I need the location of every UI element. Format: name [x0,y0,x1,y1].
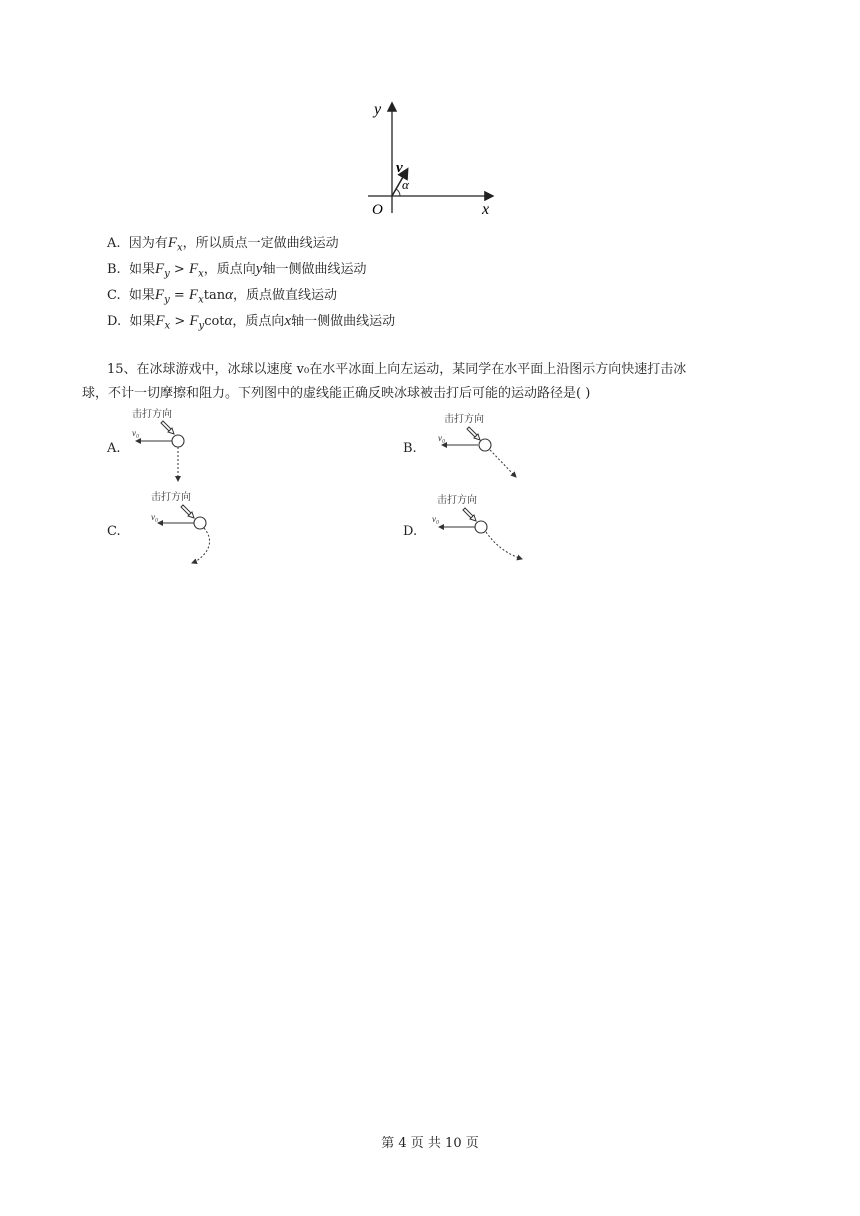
option-d: D. 如果$F_x > F_y\cot\alpha$，质点向x轴一侧做曲线运动 [107,313,396,332]
page-footer: 第 4 页 共 10 页 [381,1136,479,1151]
svg-text:击打方向: 击打方向 [151,492,191,503]
puck-figures [0,400,860,570]
puck-figure-a [132,407,184,481]
q15-line2: 球，不计一切摩擦和阻力。下列图中的虚线能正确反映冰球被击打后可能的运动路径是( ) [82,386,591,401]
svg-text:v₀: v₀ [132,428,140,438]
q15-line1: 15、在冰球游戏中，冰球以速度 v₀在水平冰面上向左运动，某同学在水平面上沿图示方向快速打击冰 [107,362,687,377]
puck-figure-c [151,490,210,563]
option-a: A. 因为有$F_x$，所以质点一定做曲线运动 [107,235,339,254]
puck-figure-d [432,493,522,559]
svg-text:v₀: v₀ [432,514,440,524]
svg-text:击打方向: 击打方向 [132,409,172,420]
q15-option-d-label: D. [403,524,418,539]
svg-text:击打方向: 击打方向 [444,414,484,425]
q15-option-a-label: A. [107,441,121,456]
option-b: B. 如果$F_y > F_x$，质点向y轴一侧做曲线运动 [107,261,367,280]
y-axis-label: y [374,101,382,118]
svg-text:击打方向: 击打方向 [437,495,477,506]
puck-figure-b [438,412,516,477]
svg-text:v₀: v₀ [151,512,159,522]
svg-text:v₀: v₀ [438,433,446,443]
velocity-label: v [396,160,403,176]
q15-option-c-label: C. [107,524,121,539]
angle-label: α [402,177,409,192]
option-c: C. 如果$F_y = F_x\tan\alpha$，质点做直线运动 [107,287,337,306]
x-axis-label: x [482,201,490,218]
q15-option-b-label: B. [403,441,417,456]
coordinate-diagram [360,98,500,223]
origin-label: O [372,202,383,218]
